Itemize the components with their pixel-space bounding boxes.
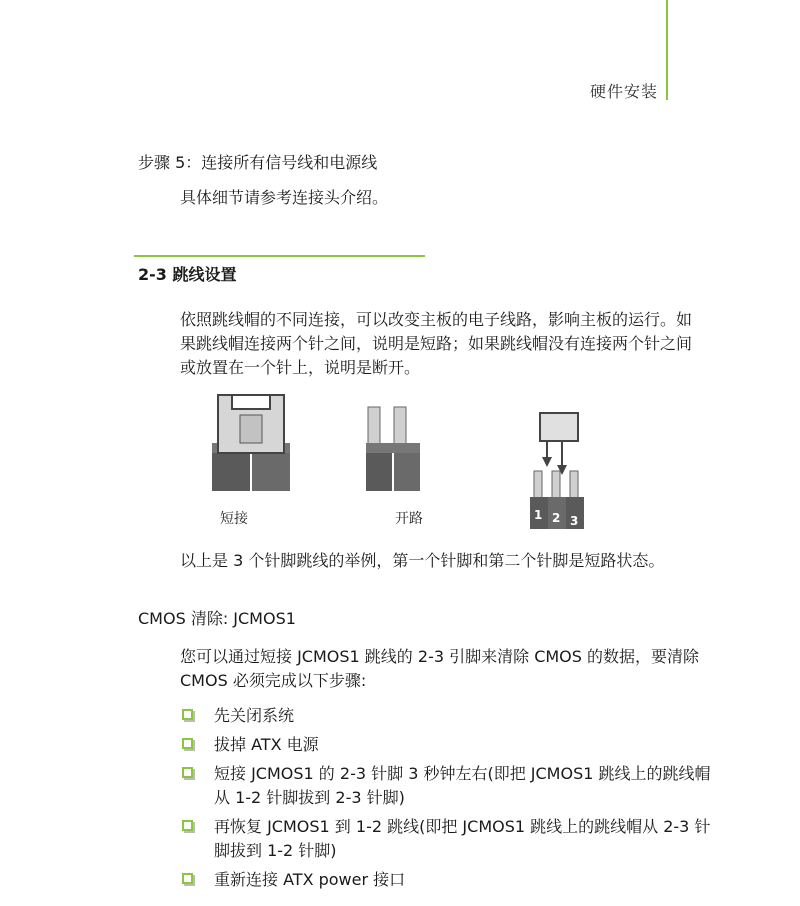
jumper-paragraph: 依照跳线帽的不同连接，可以改变主板的电子线路，影响主板的运行。如果跳线帽连接两个针之间，说明是短路；如果跳线帽没有连接两个针之间或放置在一个针上，说明是断开。 — [180, 310, 693, 377]
checkbox-bullet-icon — [182, 738, 193, 749]
step-text: 先关闭系统 — [214, 706, 295, 725]
cmos-intro: 您可以通过短接 JCMOS1 跳线的 2-3 引脚来清除 CMOS 的数据，要清除 CMOS 必须完成以下步骤: — [180, 647, 700, 690]
step-text: 短接 JCMOS1 的 2-3 针脚 3 秒钟左右(即把 JCMOS1 跳线上的跳线帽从 1-2 针脚拔到 2-3 针脚) — [214, 764, 711, 807]
section-rule — [134, 255, 425, 257]
pin-number-1: 1 — [534, 508, 543, 522]
page-header: 硬件安装 — [590, 82, 659, 101]
checkbox-bullet-icon — [182, 709, 193, 720]
cmos-steps-list — [180, 704, 720, 897]
short-label: 短接 — [220, 511, 248, 527]
step-text: 再恢复 JCMOS1 到 1-2 跳线(即把 JCMOS1 跳线上的跳线帽从 2-3 针脚拔到 1-2 针脚) — [214, 817, 711, 860]
list-item — [180, 704, 720, 728]
jumper-section-title: 2-3 跳线设置 — [138, 265, 237, 284]
header-divider-line — [666, 0, 668, 100]
list-item — [180, 733, 720, 757]
checkbox-bullet-icon — [182, 767, 193, 778]
step-text: 拔掉 ATX 电源 — [214, 735, 319, 754]
list-item — [180, 815, 720, 863]
step-text: 重新连接 ATX power 接口 — [214, 870, 406, 889]
step5-detail: 具体细节请参考连接头介绍。 — [180, 188, 389, 207]
short-jumper-illustration — [212, 395, 290, 491]
step5-title: 步骤 5：连接所有信号线和电源线 — [138, 153, 378, 172]
jumper-example-note: 以上是 3 个针脚跳线的举例，第一个针脚和第二个针脚是短路状态。 — [180, 551, 665, 570]
pin-number-2: 2 — [552, 511, 561, 525]
checkbox-bullet-icon — [182, 873, 193, 884]
cmos-title: CMOS 清除: JCMOS1 — [138, 609, 296, 628]
list-item — [180, 762, 720, 810]
jumper-figure — [200, 385, 620, 535]
open-label: 开路 — [395, 511, 423, 527]
pin-number-3: 3 — [570, 514, 579, 528]
checkbox-bullet-icon — [182, 820, 193, 831]
list-item — [180, 868, 720, 892]
open-jumper-illustration — [366, 407, 420, 491]
